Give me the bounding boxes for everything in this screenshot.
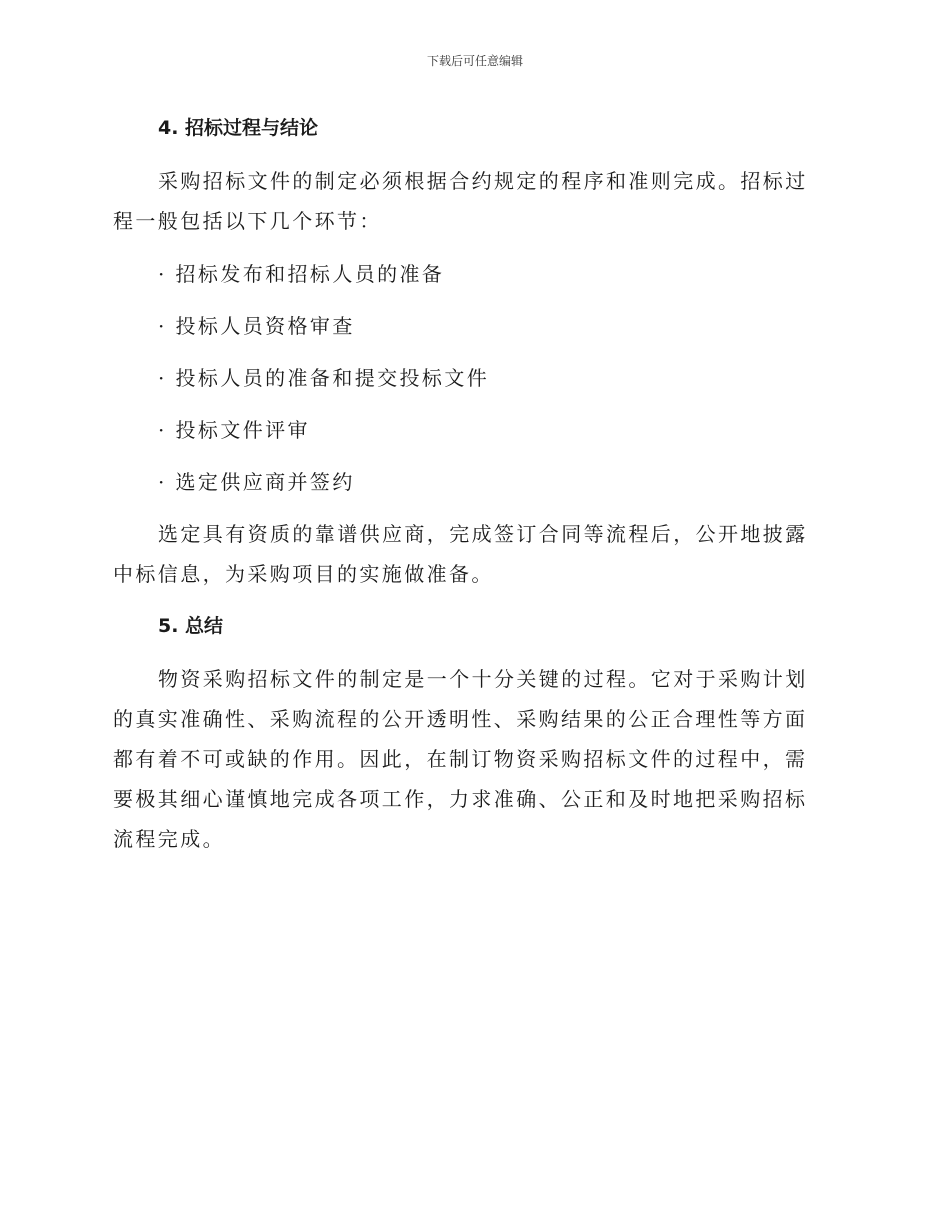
section-5-body: 物资采购招标文件的制定是一个十分关键的过程。它对于采购计划的真实准确性、采购流程的公开透明性、采购结果的公正合理性等方面都有着不可或缺的作用。因此，在制订物资采购招标文件的过程中，需要极其细心谨慎地完成各项工作，力求准确、公正和及时地把采购招标流程完成。 [113,667,808,851]
list-item: · 招标发布和招标人员的准备 [158,262,445,286]
section-5-heading: 5. 总结 [158,615,224,637]
section-4-heading: 4. 招标过程与结论 [158,117,319,139]
page-header: 下载后可任意编辑 [426,54,523,68]
section-4-conclusion: 选定具有资质的靠谱供应商，完成签订合同等流程后，公开地披露中标信息，为采购项目的实施做准备。 [113,522,808,586]
list-item: · 投标人员的准备和提交投标文件 [158,366,490,390]
list-item: · 选定供应商并签约 [158,470,355,494]
section-4-intro: 采购招标文件的制定必须根据合约规定的程序和准则完成。招标过程一般包括以下几个环节： [113,169,808,233]
list-item: · 投标文件评审 [158,418,310,442]
document-body [113,108,829,859]
list-item: · 投标人员资格审查 [158,314,355,338]
process-steps-list [113,254,829,502]
